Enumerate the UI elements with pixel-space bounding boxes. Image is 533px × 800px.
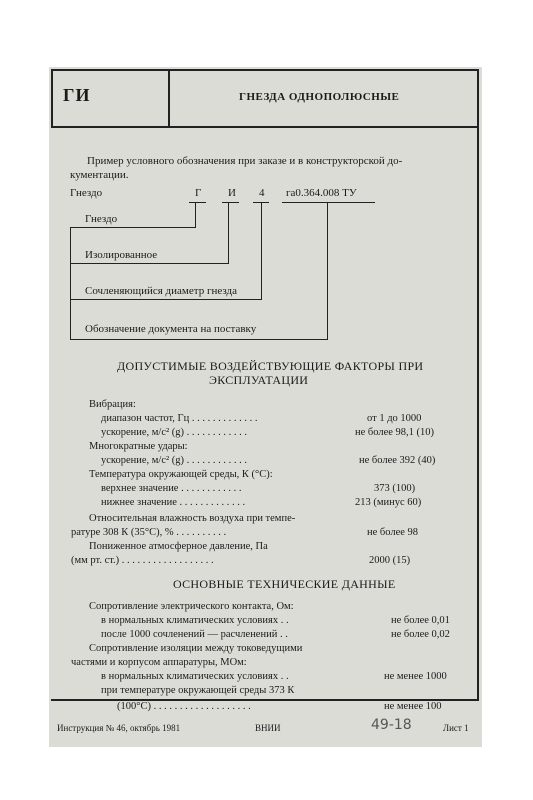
- leader-vertical-4: [261, 203, 262, 299]
- factor-label-9: Относительная влажность воздуха при темпе-: [89, 513, 296, 524]
- example-part-g: Г: [195, 187, 202, 199]
- part-underline-g: [189, 202, 206, 203]
- header-left-border: [51, 69, 53, 128]
- tech-value-2: не более 0,01: [391, 615, 450, 626]
- factor-label-4: Многократные удары:: [89, 441, 188, 452]
- document-page: [49, 67, 482, 747]
- label-document: Обозначение документа на поставку: [85, 323, 257, 335]
- factor-value-12: 2000 (15): [369, 555, 411, 566]
- label-line-gnezdo: [70, 227, 196, 228]
- factor-value-7: 373 (100): [374, 483, 416, 494]
- factor-label-11: Пониженное атмосферное давление, Па: [89, 541, 268, 552]
- page-right-border: [477, 69, 479, 699]
- example-intro-line2: кументации.: [70, 169, 129, 181]
- label-line-diameter: [70, 299, 262, 300]
- example-part-i: И: [228, 187, 236, 199]
- factor-label-6: Температура окружающей среды, К (°С):: [89, 469, 273, 480]
- tech-label-3: после 1000 сочленений — расчленений . .: [101, 629, 288, 640]
- factor-label-5: ускорение, м/с² (g) . . . . . . . . . . . .: [101, 455, 248, 466]
- example-word: Гнездо: [70, 187, 103, 199]
- footer-handwritten-number: 49-18: [371, 717, 412, 733]
- header-code: ГИ: [63, 85, 91, 105]
- footer-instruction: Инструкция № 46, октябрь 1981: [57, 723, 181, 733]
- tech-label-8: (100°С) . . . . . . . . . . . . . . . . . . .: [117, 701, 251, 712]
- part-underline-doc: [282, 202, 375, 203]
- example-intro-line1: Пример условного обозначения при заказе и в конструкторской до-: [87, 155, 403, 167]
- tech-value-3: не более 0,02: [391, 629, 450, 640]
- label-gnezdo: Гнездо: [85, 213, 118, 225]
- footer-institute: ВНИИ: [255, 723, 281, 733]
- tech-label-4: Сопротивление изоляции между токоведущими: [89, 643, 303, 654]
- factor-label-10: ратуре 308 К (35°С), % . . . . . . . . . .: [71, 527, 227, 538]
- example-part-doc: га0.364.008 ТУ: [286, 187, 357, 199]
- leader-vertical-i: [228, 203, 229, 263]
- label-line-isolated: [70, 263, 229, 264]
- tech-label-7: при температуре окружающей среды 373 К: [101, 685, 295, 696]
- label-left-vertical: [70, 227, 71, 339]
- label-line-document: [70, 339, 328, 340]
- tech-label-5: частями и корпусом аппаратуры, МОм:: [71, 657, 247, 668]
- header-divider: [168, 69, 170, 128]
- footer-sheet: Лист 1: [443, 723, 469, 733]
- factor-label-2: диапазон частот, Гц . . . . . . . . . . . . .: [101, 413, 258, 424]
- example-part-4: 4: [259, 187, 265, 199]
- label-isolated: Изолированное: [85, 249, 158, 261]
- part-underline-i: [222, 202, 239, 203]
- factor-value-10: не более 98: [367, 527, 419, 538]
- label-diameter: Сочленяющийся диаметр гнезда: [85, 285, 237, 297]
- factor-value-3: не более 98,1 (10): [355, 427, 435, 438]
- header-top-border: [51, 69, 479, 71]
- factors-title-line1: ДОПУСТИМЫЕ ВОЗДЕЙСТВУЮЩИЕ ФАКТОРЫ ПРИ: [117, 359, 424, 373]
- leader-vertical-doc: [327, 203, 328, 339]
- factor-label-1: Вибрация:: [89, 399, 136, 410]
- factor-label-7: верхнее значение . . . . . . . . . . . .: [101, 483, 242, 494]
- factor-value-5: не более 392 (40): [359, 455, 436, 466]
- tech-label-2: в нормальных климатических условиях . .: [101, 615, 289, 626]
- tech-value-6: не менее 1000: [384, 671, 447, 682]
- tech-value-8: не менее 100: [384, 701, 442, 712]
- factors-title-line2: ЭКСПЛУАТАЦИИ: [209, 373, 309, 387]
- header-bottom-border: [51, 126, 479, 128]
- tech-title: ОСНОВНЫЕ ТЕХНИЧЕСКИЕ ДАННЫЕ: [173, 577, 396, 591]
- factor-label-8: нижнее значение . . . . . . . . . . . . .: [101, 497, 246, 508]
- factor-value-8: 213 (минус 60): [355, 497, 422, 508]
- tech-label-6: в нормальных климатических условиях . .: [101, 671, 289, 682]
- factor-value-2: от 1 до 1000: [367, 413, 422, 424]
- factor-label-3: ускорение, м/с² (g) . . . . . . . . . . . .: [101, 427, 248, 438]
- factor-label-12: (мм рт. ст.) . . . . . . . . . . . . . . . . . .: [71, 555, 214, 566]
- leader-vertical-g: [195, 203, 196, 227]
- tech-label-1: Сопротивление электрического контакта, Ом:: [89, 601, 294, 612]
- header-title: ГНЕЗДА ОДНОПОЛЮСНЫЕ: [239, 91, 400, 103]
